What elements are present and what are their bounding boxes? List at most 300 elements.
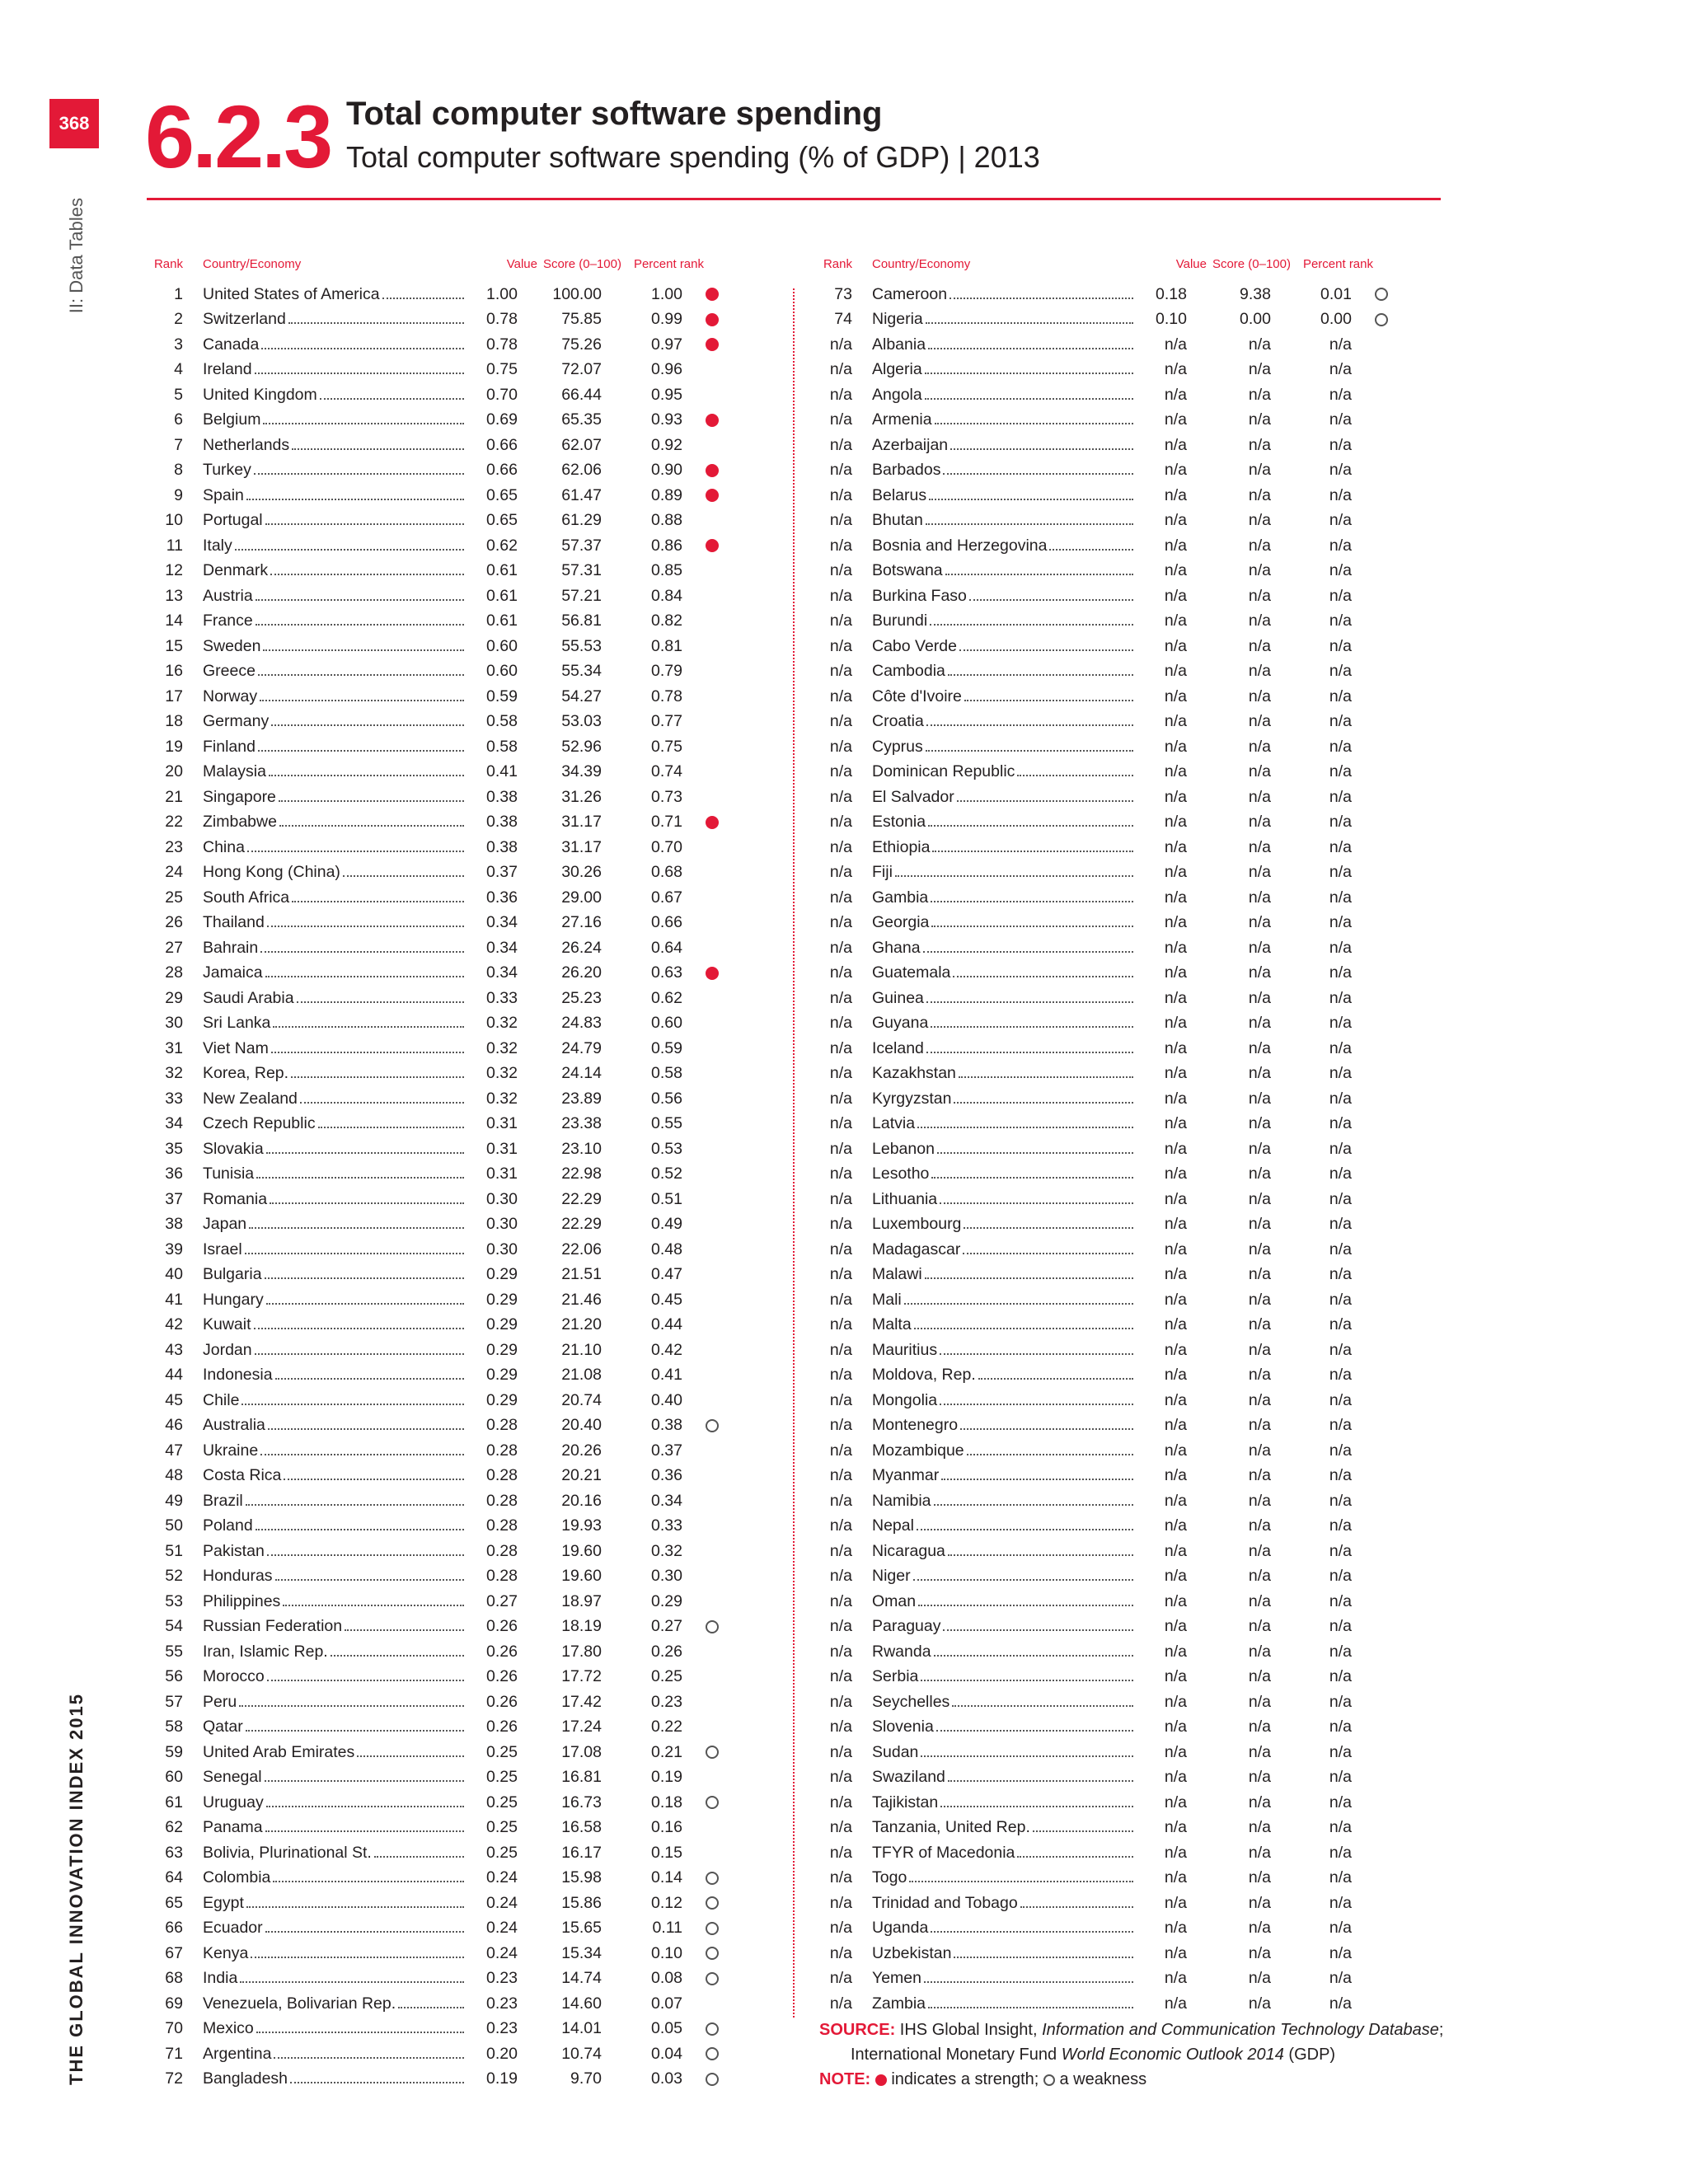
table-left [147, 252, 781, 2092]
value-cell: 0.26 [486, 1667, 518, 1686]
weakness-circle-icon [1375, 313, 1388, 326]
country-cell [203, 612, 467, 630]
country-name: Ghana [872, 938, 921, 957]
percent-rank-cell: n/a [1329, 1642, 1352, 1661]
source-publication: World Economic Outlook 2014 [1061, 2046, 1284, 2064]
country-cell [872, 788, 1136, 807]
country-cell [203, 1542, 467, 1561]
table-row [147, 1313, 781, 1338]
weakness-circle-icon [706, 2073, 719, 2086]
strength-dot-icon [706, 539, 719, 552]
percent-rank-cell: n/a [1329, 737, 1352, 756]
percent-rank-cell: 0.07 [651, 1994, 682, 2013]
country-cell [872, 1516, 1136, 1535]
value-cell: 0.25 [486, 1793, 518, 1811]
score-cell: n/a [1248, 1591, 1271, 1610]
dot-leader [931, 901, 1133, 902]
score-cell: n/a [1248, 1165, 1271, 1183]
dot-leader [1017, 1856, 1133, 1858]
rank-cell: 55 [165, 1642, 183, 1661]
country-name: Nepal [872, 1516, 914, 1535]
table-row [147, 911, 781, 936]
percent-rank-cell: n/a [1329, 837, 1352, 856]
rank-cell: 43 [165, 1340, 183, 1359]
country-cell [872, 486, 1136, 505]
score-cell: 31.17 [561, 837, 602, 856]
table-row [147, 609, 781, 635]
table-row [816, 961, 1451, 987]
rank-cell: n/a [829, 1189, 852, 1208]
value-cell: n/a [1164, 1943, 1187, 1962]
rank-cell: n/a [829, 813, 852, 832]
country-cell [872, 913, 1136, 932]
country-name: Austria [203, 586, 253, 605]
score-cell: 61.47 [561, 485, 602, 504]
header-country: Country/Economy [203, 257, 302, 271]
table-header [147, 252, 781, 282]
table-row [816, 1765, 1451, 1791]
rank-cell: n/a [829, 1591, 852, 1610]
dot-leader [275, 1378, 464, 1380]
percent-rank-cell: 0.51 [651, 1189, 682, 1208]
value-cell: n/a [1164, 662, 1187, 681]
score-cell: n/a [1248, 1893, 1271, 1912]
dot-leader [930, 624, 1133, 626]
table-row [147, 1488, 781, 1514]
dot-leader [935, 423, 1133, 424]
table-row [816, 509, 1451, 534]
table-row [816, 1338, 1451, 1363]
table-row [816, 1212, 1451, 1238]
rank-cell: n/a [829, 1139, 852, 1158]
rank-cell: 58 [165, 1718, 183, 1736]
value-cell: 0.31 [486, 1114, 518, 1133]
table-row [147, 509, 781, 534]
percent-rank-cell: 0.77 [651, 712, 682, 731]
dot-leader [917, 1127, 1133, 1128]
percent-rank-cell: n/a [1329, 1366, 1352, 1385]
dot-leader [940, 1202, 1133, 1204]
percent-rank-cell: 0.63 [651, 963, 682, 982]
header-score: Score (0–100) [1212, 257, 1291, 271]
dot-leader [273, 1881, 464, 1882]
country-name: Kuwait [203, 1315, 251, 1334]
source-database: Information and Communication Technology Database [1042, 2021, 1439, 2039]
table-row [147, 1740, 781, 1765]
percent-rank-cell: 0.22 [651, 1718, 682, 1736]
country-name: Portugal [203, 511, 263, 530]
score-cell: 26.24 [561, 938, 602, 957]
percent-rank-cell: n/a [1329, 1215, 1352, 1234]
score-cell: n/a [1248, 485, 1271, 504]
rank-cell: 70 [165, 2019, 183, 2038]
percent-rank-cell: 0.86 [651, 536, 682, 555]
percent-rank-cell: n/a [1329, 1089, 1352, 1108]
country-name: Togo [872, 1868, 907, 1887]
country-name: Nigeria [872, 310, 923, 329]
country-name: Iran, Islamic Rep. [203, 1642, 328, 1661]
percent-rank-cell: n/a [1329, 762, 1352, 781]
value-cell: n/a [1164, 938, 1187, 957]
score-cell: 20.74 [561, 1390, 602, 1409]
value-cell: n/a [1164, 1340, 1187, 1359]
score-cell: n/a [1248, 636, 1271, 655]
table-body-right [816, 282, 1451, 2017]
table-row [147, 1941, 781, 1966]
percent-rank-cell: n/a [1329, 1491, 1352, 1510]
dot-leader [374, 1856, 464, 1858]
country-name: France [203, 612, 253, 630]
rank-cell: 59 [165, 1742, 183, 1761]
country-cell [872, 762, 1136, 781]
dot-leader [279, 825, 464, 827]
score-cell: n/a [1248, 1994, 1271, 2013]
table-row [147, 1564, 781, 1590]
rank-cell: n/a [829, 1290, 852, 1309]
country-cell [872, 813, 1136, 832]
table-row [147, 961, 781, 987]
rank-cell: n/a [829, 1667, 852, 1686]
percent-rank-cell: 0.34 [651, 1491, 682, 1510]
dot-leader [273, 1026, 464, 1028]
country-cell [872, 1542, 1136, 1561]
dot-leader [267, 1554, 464, 1556]
value-cell: n/a [1164, 1189, 1187, 1208]
percent-rank-cell: 0.56 [651, 1089, 682, 1108]
value-cell: 0.24 [486, 1868, 518, 1887]
country-cell [203, 1516, 467, 1535]
table-row [147, 1816, 781, 1841]
country-name: Niger [872, 1567, 911, 1586]
dot-leader [256, 1529, 464, 1530]
score-cell: n/a [1248, 863, 1271, 882]
table-row [816, 1539, 1451, 1564]
rank-cell: n/a [829, 712, 852, 731]
country-cell [872, 1190, 1136, 1209]
table-row [147, 1464, 781, 1489]
score-cell: n/a [1248, 410, 1271, 429]
score-cell: 21.08 [561, 1366, 602, 1385]
weakness-circle-icon [706, 2022, 719, 2036]
rank-cell: n/a [829, 335, 852, 354]
country-cell [872, 1391, 1136, 1410]
table-row [147, 282, 781, 307]
score-cell: n/a [1248, 787, 1271, 806]
dot-leader [297, 1001, 464, 1003]
table-row [147, 583, 781, 609]
rank-cell: n/a [829, 1943, 852, 1962]
table-row [147, 1840, 781, 1866]
percent-rank-cell: 0.08 [651, 1969, 682, 1988]
title-rule [147, 198, 1441, 200]
rank-cell: n/a [829, 561, 852, 580]
table-row [816, 1263, 1451, 1288]
percent-rank-cell: 0.42 [651, 1340, 682, 1359]
country-name: United Arab Emirates [203, 1742, 355, 1761]
country-cell [872, 537, 1136, 555]
percent-rank-cell: n/a [1329, 1441, 1352, 1460]
dot-leader [260, 951, 464, 953]
rank-cell: 26 [165, 913, 183, 932]
page-number: 368 [59, 113, 90, 134]
dot-leader [926, 750, 1133, 752]
table-row [816, 1062, 1451, 1087]
dot-leader [921, 1755, 1133, 1757]
country-name: Russian Federation [203, 1617, 343, 1636]
country-name: United States of America [203, 284, 380, 303]
score-cell: 21.20 [561, 1315, 602, 1334]
rank-cell: n/a [829, 737, 852, 756]
score-cell: 62.06 [561, 461, 602, 480]
country-name: Moldova, Rep. [872, 1366, 976, 1385]
country-name: Montenegro [872, 1416, 959, 1435]
table-row [147, 1263, 781, 1288]
rank-cell: n/a [829, 1768, 852, 1787]
country-cell [872, 335, 1136, 354]
table-row [816, 1086, 1451, 1112]
dot-leader [345, 1629, 464, 1631]
rank-cell: n/a [829, 1064, 852, 1083]
dot-leader [246, 1730, 464, 1732]
country-cell [872, 360, 1136, 379]
country-cell [203, 1743, 467, 1762]
rank-cell: 66 [165, 1919, 183, 1938]
value-cell: 0.24 [486, 1919, 518, 1938]
country-name: Switzerland [203, 310, 286, 329]
value-cell: 0.26 [486, 1642, 518, 1661]
rank-cell: n/a [829, 913, 852, 932]
table-row [147, 1187, 781, 1212]
rank-cell: 74 [834, 310, 852, 329]
country-name: India [203, 1969, 238, 1988]
value-cell: 0.20 [486, 2044, 518, 2063]
value-cell: 0.23 [486, 2019, 518, 2038]
score-cell: 100.00 [552, 284, 602, 303]
score-cell: 34.39 [561, 762, 602, 781]
value-cell: 0.25 [486, 1843, 518, 1862]
country-cell [203, 1140, 467, 1159]
dot-leader [940, 1404, 1133, 1405]
dot-leader [279, 800, 464, 802]
value-cell: 0.75 [486, 360, 518, 379]
value-cell: n/a [1164, 1642, 1187, 1661]
rank-cell: 10 [165, 511, 183, 530]
value-cell: n/a [1164, 837, 1187, 856]
table-row [816, 810, 1451, 836]
value-cell: 0.37 [486, 863, 518, 882]
country-name: Honduras [203, 1567, 273, 1586]
weakness-circle-icon [706, 1419, 719, 1432]
table-row [816, 1488, 1451, 1514]
dot-leader [931, 1177, 1133, 1179]
score-cell: n/a [1248, 435, 1271, 454]
country-name: El Salvador [872, 787, 954, 806]
score-cell: 22.98 [561, 1165, 602, 1183]
country-cell [872, 1969, 1136, 1988]
percent-rank-cell: n/a [1329, 1340, 1352, 1359]
country-name: Sri Lanka [203, 1014, 271, 1033]
table-row [147, 1615, 781, 1640]
score-cell: 75.85 [561, 310, 602, 329]
dot-leader [283, 1605, 464, 1606]
note-weakness-text: a weakness [1059, 2070, 1147, 2088]
value-cell: n/a [1164, 1567, 1187, 1586]
country-name: Lesotho [872, 1165, 930, 1183]
value-cell: 0.29 [486, 1315, 518, 1334]
percent-rank-cell: 0.59 [651, 1038, 682, 1057]
value-cell: n/a [1164, 612, 1187, 630]
country-cell [203, 587, 467, 606]
percent-rank-cell: n/a [1329, 1793, 1352, 1811]
country-name: Oman [872, 1591, 917, 1610]
percent-rank-cell: 0.49 [651, 1215, 682, 1234]
country-name: Trinidad and Tobago [872, 1893, 1018, 1912]
country-cell [203, 1366, 467, 1385]
score-cell: 22.06 [561, 1240, 602, 1258]
country-cell [203, 1441, 467, 1460]
dot-leader [943, 1629, 1133, 1631]
value-cell: 0.78 [486, 310, 518, 329]
country-cell [203, 1064, 467, 1083]
rank-cell: 32 [165, 1064, 183, 1083]
percent-rank-cell: n/a [1329, 1943, 1352, 1962]
dot-leader [398, 2007, 464, 2008]
score-cell: 14.74 [561, 1969, 602, 1988]
dot-leader [267, 1680, 464, 1681]
country-cell [872, 637, 1136, 656]
rank-cell: 15 [165, 636, 183, 655]
country-name: Lithuania [872, 1189, 938, 1208]
rank-cell: 56 [165, 1667, 183, 1686]
score-cell: n/a [1248, 1491, 1271, 1510]
dot-leader [256, 599, 464, 601]
score-cell: n/a [1248, 687, 1271, 705]
strength-dot-icon [706, 489, 719, 502]
value-cell: n/a [1164, 511, 1187, 530]
dot-leader [269, 775, 464, 776]
percent-rank-cell: n/a [1329, 1290, 1352, 1309]
dot-leader [967, 1454, 1133, 1455]
rank-cell: 35 [165, 1139, 183, 1158]
dot-leader [274, 2057, 464, 2059]
country-cell [872, 712, 1136, 731]
country-name: Belarus [872, 485, 927, 504]
value-cell: n/a [1164, 1366, 1187, 1385]
value-cell: 0.34 [486, 938, 518, 957]
table-row [147, 1916, 781, 1942]
rank-cell: 64 [165, 1868, 183, 1887]
table-row [147, 358, 781, 383]
rank-cell: n/a [829, 461, 852, 480]
score-cell: 29.00 [561, 888, 602, 907]
value-cell: n/a [1164, 561, 1187, 580]
country-cell [203, 712, 467, 731]
country-cell [872, 1492, 1136, 1511]
score-cell: 61.29 [561, 511, 602, 530]
country-cell [872, 863, 1136, 882]
marker-cell [682, 1922, 742, 1935]
percent-rank-cell: n/a [1329, 1768, 1352, 1787]
percent-rank-cell: 0.99 [651, 310, 682, 329]
percent-rank-cell: 0.81 [651, 636, 682, 655]
value-cell: 0.32 [486, 1064, 518, 1083]
dot-leader [943, 473, 1133, 475]
dot-leader [960, 1428, 1133, 1430]
value-cell: n/a [1164, 435, 1187, 454]
score-cell: n/a [1248, 1516, 1271, 1535]
dot-leader [909, 1881, 1133, 1882]
dot-leader [924, 1981, 1133, 1983]
rank-cell: 62 [165, 1818, 183, 1837]
country-name: Zimbabwe [203, 813, 277, 832]
dot-leader [265, 1780, 464, 1782]
country-name: Luxembourg [872, 1215, 962, 1234]
country-cell [203, 989, 467, 1008]
table-row [816, 1816, 1451, 1841]
percent-rank-cell: 0.23 [651, 1692, 682, 1711]
percent-rank-cell: n/a [1329, 1567, 1352, 1586]
rank-cell: n/a [829, 1114, 852, 1133]
marker-cell [682, 489, 742, 502]
value-cell: 0.26 [486, 1692, 518, 1711]
score-cell: n/a [1248, 1315, 1271, 1334]
rank-cell: 60 [165, 1768, 183, 1787]
country-cell [872, 1567, 1136, 1586]
dot-leader [931, 926, 1133, 927]
dot-leader [331, 1655, 464, 1657]
value-cell: n/a [1164, 988, 1187, 1007]
rank-cell: 61 [165, 1793, 183, 1811]
marker-cell [682, 816, 742, 829]
country-cell [203, 537, 467, 555]
country-cell [872, 1265, 1136, 1284]
country-name: Brazil [203, 1491, 243, 1510]
country-name: Croatia [872, 712, 924, 731]
country-name: Azerbaijan [872, 435, 949, 454]
value-cell: 0.29 [486, 1390, 518, 1409]
rank-cell: n/a [829, 1466, 852, 1485]
marker-cell [682, 1972, 742, 1985]
table-row [147, 2017, 781, 2042]
rank-cell: 4 [174, 360, 183, 379]
rank-cell: n/a [829, 1215, 852, 1234]
source-label: SOURCE: [819, 2021, 896, 2039]
percent-rank-cell: 0.78 [651, 687, 682, 705]
dot-leader [934, 1655, 1133, 1657]
country-name: Iceland [872, 1038, 924, 1057]
country-cell [872, 1643, 1136, 1661]
marker-cell [682, 1419, 742, 1432]
rank-cell: 48 [165, 1466, 183, 1485]
score-cell: n/a [1248, 1818, 1271, 1837]
rank-cell: 1 [174, 284, 183, 303]
value-cell: n/a [1164, 1718, 1187, 1736]
country-cell [872, 1165, 1136, 1183]
value-cell: 0.26 [486, 1718, 518, 1736]
percent-rank-cell: 0.19 [651, 1768, 682, 1787]
weakness-circle-icon [706, 1896, 719, 1910]
percent-rank-cell: n/a [1329, 1240, 1352, 1258]
percent-rank-cell: 0.66 [651, 913, 682, 932]
score-cell: n/a [1248, 1189, 1271, 1208]
country-cell [872, 1366, 1136, 1385]
dot-leader [271, 724, 464, 726]
rank-cell: n/a [829, 1315, 852, 1334]
dot-leader [934, 1504, 1133, 1506]
country-name: Senegal [203, 1768, 262, 1787]
value-cell: n/a [1164, 1265, 1187, 1284]
percent-rank-cell: 0.14 [651, 1868, 682, 1887]
